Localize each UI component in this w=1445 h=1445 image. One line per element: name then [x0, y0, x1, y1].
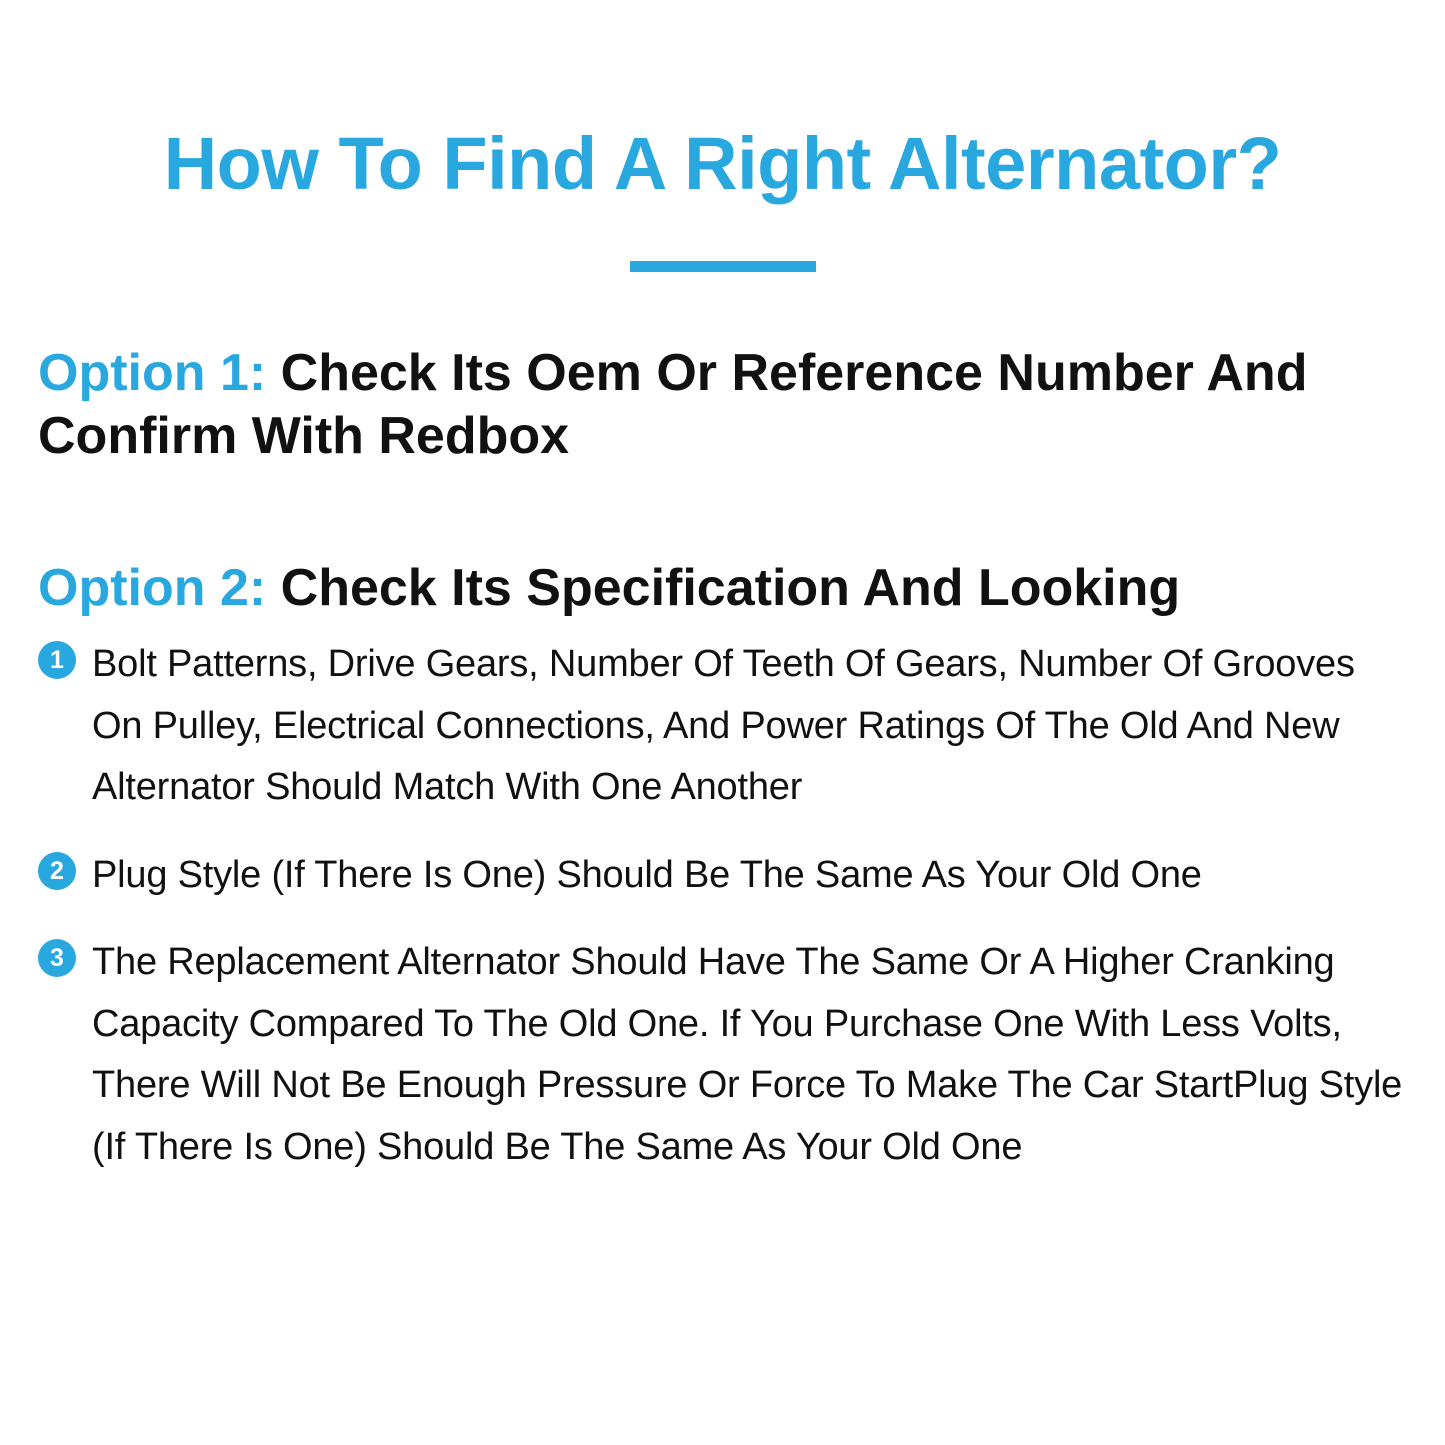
option-2-block — [30, 557, 1415, 1179]
list-item-text: Bolt Patterns, Drive Gears, Number Of Teeth Of Gears, Number Of Grooves On Pulley, Electrical Connections, And Power Ratings Of The Old And New Alternator Should Match With One Another — [92, 643, 1355, 809]
title-divider-container — [30, 261, 1415, 272]
option-1-text: Check Its Oem Or Reference Number And Confirm With Redbox — [38, 343, 1308, 466]
list-item — [38, 634, 1407, 819]
list-item — [38, 845, 1407, 907]
list-item-number-badge: 3 — [38, 939, 76, 977]
option-1-label: Option 1: — [38, 343, 267, 402]
option-1-heading — [38, 342, 1407, 469]
title-divider — [630, 261, 816, 272]
option-2-heading — [38, 557, 1407, 620]
list-item-number-badge: 1 — [38, 641, 76, 679]
page-title: How To Find A Right Alternator? — [163, 122, 1282, 205]
option-2-text: Check Its Specification And Looking — [280, 558, 1181, 617]
option-1-block — [30, 342, 1415, 469]
list-item-text: Plug Style (If There Is One) Should Be The Same As Your Old One — [92, 853, 1202, 896]
list-item-number-badge: 2 — [38, 852, 76, 890]
option-2-label: Option 2: — [38, 558, 267, 617]
list-item — [38, 932, 1407, 1178]
option-2-list — [38, 634, 1407, 1178]
list-item-text: The Replacement Alternator Should Have The Same Or A Higher Cranking Capacity Compared To The Old One. If You Purchase One With Less Volts, There Will Not Be Enough Pressure Or Force To Make The Car StartPlug Style (If There Is One) Should Be The Same As Your Old One — [92, 941, 1403, 1168]
